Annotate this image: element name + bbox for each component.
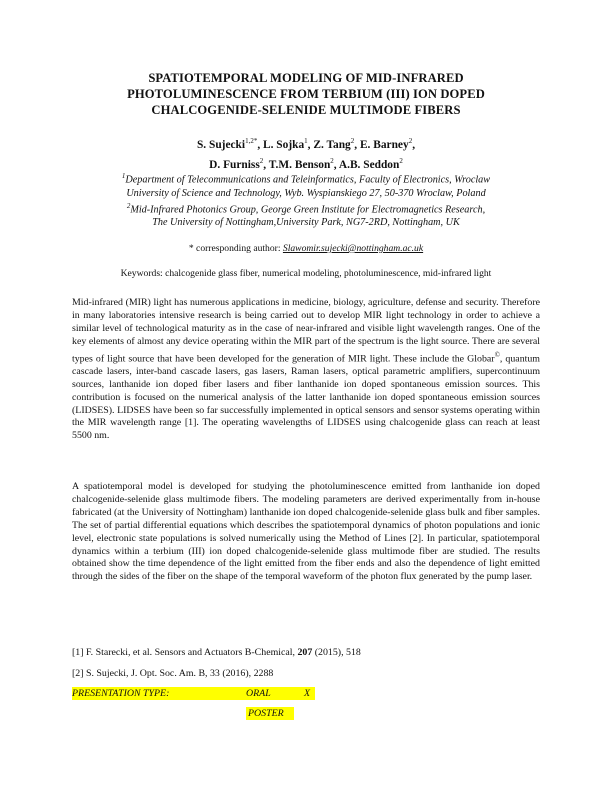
author-affiliation-mark: 2 <box>408 137 413 145</box>
reference-volume: 207 <box>297 647 313 658</box>
affiliation-line: Department of Telecommunications and Teleinformatics, Faculty of Electronics, Wroclaw <box>125 174 491 186</box>
author-name: Z. Tang <box>313 138 351 151</box>
author-affiliation-mark: 2 <box>350 137 355 145</box>
affiliation-line: Mid-Infrared Photonics Group, George Green Institute for Electromagnetics Research, <box>130 204 486 216</box>
corresponding-author <box>72 243 540 255</box>
affiliation-line: University of Science and Technology, Wyb. Wyspianskiego 27, 50-370 Wroclaw, Poland <box>126 187 486 199</box>
poster-label: POSTER <box>248 708 284 719</box>
affiliations <box>72 170 540 230</box>
reference-text: [1] F. Starecki, et al. Sensors and Actuators B-Chemical, <box>72 647 298 658</box>
reference-text: [2] S. Sujecki, J. Opt. Soc. Am. B, 33 (2016), 2288 <box>72 668 274 679</box>
reference-item <box>72 647 540 659</box>
abstract-paragraph-1 <box>72 297 540 443</box>
affiliation-mark: 2 <box>126 201 131 210</box>
author-affiliation-mark: 1 <box>304 137 308 145</box>
paragraph-text: Mid-infrared (MIR) light has numerous applications in medicine, biology, agriculture, defense and security. Therefore in many laboratories intensive research is being carried out to develop MIR light technology in order to achieve a similar level of technological maturity as in the case of near-infrared and visible light wavelength ranges. One of the key elements of almost any device operating within the MIR part of the spectrum is the light source. There are several types of light source that have been developed for the generation of MIR light. These include the Globar <box>72 297 540 364</box>
abstract-paragraph-2: A spatiotemporal model is developed for studying the photoluminescence emitted from lanthanide ion doped chalcogenide-selenide glass multimode fibers. The modeling parameters are derived experimentally from in-house fabricated (at the University of Nottingham) lanthanide ion doped chalcogenide-selenide glass bulk and fiber samples. The set of partial differential equations which describes the spatiotemporal dynamics of photon populations and ionic level, electronic state populations is solved numerically using the Method of Lines [2]. In particular, spatiotemporal dynamics within a terbium (III) ion doped chalcogenide-selenide glass multimode fiber are studied. The results obtained show the time dependence of the light emitted from the fiber ends and also the dependence of light emitted through the sides of the fiber on the shape of the temporal waveform of the photon flux generated by the pump laser. <box>72 481 540 583</box>
author-affiliation-mark: 1,2* <box>245 137 258 145</box>
presentation-type-row <box>72 687 315 700</box>
presentation-type-label: PRESENTATION TYPE: <box>72 688 170 699</box>
corresponding-label: * corresponding author: <box>188 243 281 254</box>
title-line: SPATIOTEMPORAL MODELING OF MID-INFRARED <box>148 71 464 85</box>
author-list: S. Sujecki$^{1,2*}$, L. Sojka$^1$, Z. Tang$^2$, E. Barney$^2$, D. Furniss$^2$, T.M. Benson$^2$, A.B. Seddon$^2$ <box>196 137 416 171</box>
affiliation-mark: 1 <box>121 172 126 180</box>
reference-text: (2015), 518 <box>312 647 361 658</box>
poster-option <box>246 707 294 720</box>
oral-option: ORAL <box>246 688 271 699</box>
author-name: L. Sojka <box>263 138 305 151</box>
copyright-mark: © <box>494 350 500 359</box>
paper-title <box>72 70 540 118</box>
author-name: S. Sujecki <box>196 138 246 151</box>
title-line: PHOTOLUMINESCENCE FROM TERBIUM (III) ION DOPED <box>127 87 485 101</box>
author-name: A.B. Seddon <box>338 158 400 171</box>
author-name: E. Barney <box>359 138 409 151</box>
author-affiliation-mark: 2 <box>330 156 334 165</box>
keywords: Keywords: chalcogenide glass fiber, numerical modeling, photoluminescence, mid-infrared light <box>120 268 492 279</box>
reference-item <box>72 668 540 680</box>
author-name: T.M. Benson <box>268 158 331 171</box>
title-line: CHALCOGENIDE-SELENIDE MULTIMODE FIBERS <box>151 103 461 117</box>
oral-selected-mark: X <box>304 688 311 699</box>
author-affiliation-mark: 2 <box>399 156 403 165</box>
author-name: D. Furniss <box>209 158 260 171</box>
author-affiliation-mark: 2 <box>259 156 264 165</box>
paragraph-text: , quantum cascade lasers, inter-band cascade lasers, gas lasers, Raman lasers, optical parametric amplifiers, supercontinuum sources, lanthanide ion doped fiber lasers and fiber lanthanide ion doped spontaneous emission sources. This contribution is focused on the numerical analysis of the latter lanthanide ion doped spontaneous emission sources (LIDSES). LIDSES have been so far successfully implemented in optical sensors and sensor systems operating within the MIR wavelength range [1]. The operating wavelengths of LIDSES using chalcogenide glass can reach at least 5500 nm. <box>72 352 540 442</box>
affiliation-line: The University of Nottingham,University Park, NG7-2RD, Nottingham, UK <box>152 217 460 229</box>
email-link[interactable]: Slawomir.sujecki@nottingham.ac.uk <box>282 243 424 254</box>
